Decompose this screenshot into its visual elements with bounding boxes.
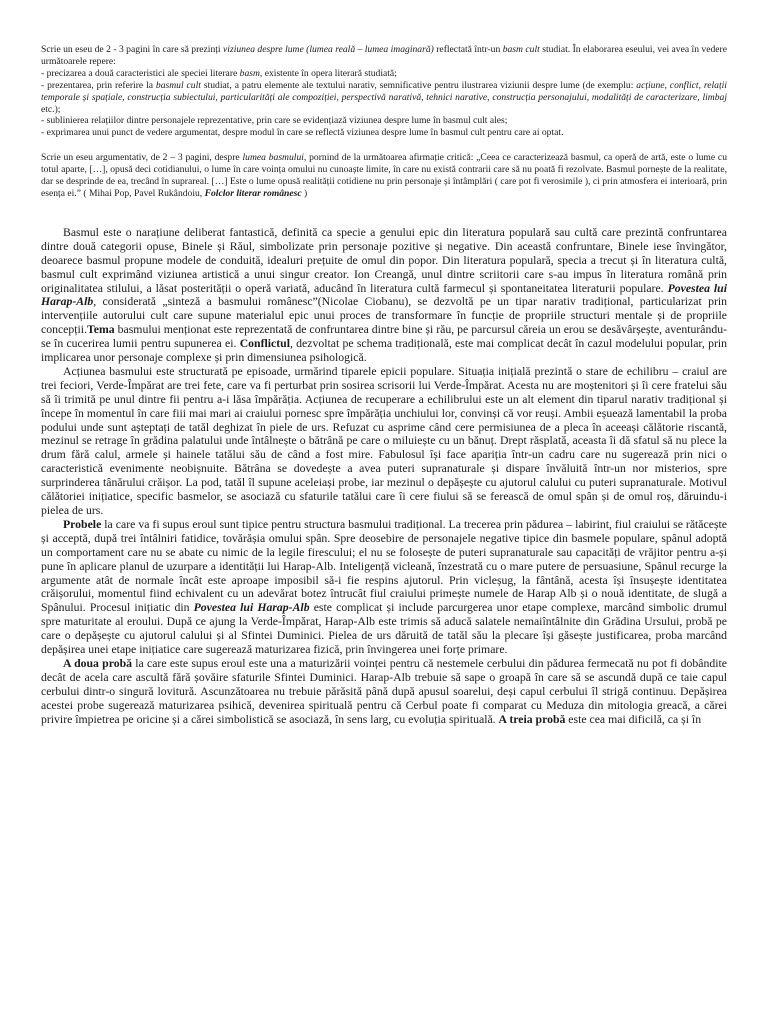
task-1-intro-text: studiat. În elaborarea eseului, vei avea în vedere următoarele repere: [41,44,727,67]
requirement-text: studiat, a patru elemente ale textului narativ, semnificative pentru ilustrarea viziunii despre lume (de exemplu: [200,79,637,91]
essay-paragraph-1 [41,226,727,365]
task-2-quote: , pornind de la următoarea afirmație critică: „Ceea ce caracterizează basmul, ca operă de artă, este o lume cu totul aparte, […], opusă deci cotidianului, o lume în care voința omului nu cunoaște limite, în care nu există contrarii care să nu poată fi rezolvate. Basmul pornește de la realitate, dar se desprinde de ea, trecând în suprareal. […] Este o lume opusă realității cotidiene nu prin personaje și întâmplări ( care pot fi verosimile ), ci prin atmosfera ei interioară, prin esența ei.” ( Mihai Pop, Pavel Rukândoiu, [41,152,727,199]
requirement-text: etc.); [41,103,61,115]
quote-source-title: Folclor literar românesc [204,187,302,199]
task-2-statement [41,152,727,200]
essay-paragraph-4 [41,657,727,727]
keyword-a-treia-proba: A treia probă [498,712,566,726]
requirement-text: existente în opera literară studiată; [262,67,397,79]
task-1-requirement [41,68,727,80]
requirement-emphasis: basmul cult [155,79,201,91]
task-1-intro-emphasis: viziunea despre lume (lumea reală – lumea imaginară) [223,44,434,55]
paragraph-text: la care este supus eroul este una a maturizării voinței pentru că nestemele cerbului din pădurea fermecată nu pot fi dobândite decât de acela care ascultă fără șovăire sfaturile Sfintei Duminici. Harap-Alb trebuie să sape o groapă în care să se ascundă după ce taie capul cerbului dintr-o singură lovitură. Ascunzătoarea nu trebuie părăsită până după apusul soarelui, deși capul cerbului îl strigă continuu. Depășirea acestei probe sugerează maturizarea psihică, devenirea spirituală pentru că Cerbul poate fi comparat cu Meduza din mitologia greacă, a cărei privire împietrea pe oricine și a cărei simbolistică se asociază, în sens larg, cu evoluția spirituală. [41,656,727,726]
task-1-intro [41,44,727,68]
task-1-requirement: - sublinierea relațiilor dintre personajele reprezentative, prin care se evidențiază viziunea despre lume în basmul cult ales; [41,115,508,127]
requirement-emphasis: basm, [239,67,263,79]
spacer [41,139,727,152]
paragraph-text: basmului menționat este reprezentată de confruntarea dintre bine și rău, pe parcursul căreia un erou se desăvârșește, aventurându-se în cucerirea lumii pentru supunerea ei. [41,323,727,351]
exam-task-1 [41,44,727,139]
work-title: Povestea lui Harap-Alb [193,601,310,615]
task-1-requirement [41,80,727,116]
task-1-intro-text: reflectată într-un [433,44,503,55]
task-2-text: ) [301,187,308,199]
paragraph-text: este complicat și include parcurgerea unor etape complexe, marcând simbolic drumul spre maturitate al eroului. După ce ajung la Verde-Împărat, Harap-Alb este trimis să aducă salatele nemaiîntâlnite din Grădina Ursului, probă pe care o depășește cu ajutorul calului și al Sfintei Duminici. Pielea de urs dăruită de tatăl său la plecare își găsește justificarea, proba marcând depășirea unei etape inițiatice care sugerează maturizarea fizică, prin învingerea unei forțe primare. [41,601,728,657]
paragraph-text: , dezvoltat pe schema tradițională, este mai complicat decât în cazul modelului popular, prin implicarea unor personaje complexe și prin dimensiunea psihologică. [41,337,727,365]
exam-task-2 [41,152,727,200]
requirement-emphasis: acțiune, conflict, relații temporale și spațiale, construcția subiectului, particularități ale compoziției, perspectivă narativă, tehnici narative, construcția personajului, modalități de caracterizare, limbaj [41,79,727,103]
requirement-text: - precizarea a două caracteristici ale speciei literare [41,67,240,79]
paragraph-text: , considerată „sinteză a basmului românesc”(Nicolae Ciobanu), se dezvoltă pe un tipar narativ tradițional, particularizat prin intervențiile autorului cult care supune materialul epic unui proces de transformare în funcție de propriile structuri mentale și de propriile concepții. [41,295,727,337]
work-title: Povestea lui Harap-Alb [41,281,727,309]
essay-paragraph-2: Acțiunea basmului este structurată pe episoade, urmărind tiparele epicii populare. Situația inițială prezintă o stare de echilibru – craiul are trei feciori, Verde-Împărat are trei fete, care va fi perturbat prin sosirea scrisorii lui Verde-Împărat. Acesta nu are moștenitori și îi cere fratelui său să îi trimită pe unul dintre fii pentru a-i lăsa împărăția. Acțiunea de recuperare a echilibrului este un alt element din tiparul narativ tradițional și începe în momentul în care fiii mai mari ai craiului pornesc spre împărăția unchiului lor, convinși că vor reuși. Ambii eșuează lamentabil la proba podului unde sunt așteptați de tatăl deghizat în piele de urs. Refuzat cu asprime când cere permisiunea de a pleca în aceeași călătorie riscantă, mezinul se retrage în grădina palatului unde întâlnește o bătrână pe care o miluiește cu un bănuț. Drept răsplată, aceasta îi dă sfatul să nu plece la drum fără calul, armele și hainele tatălui său de când a fost mire. Fabulosul își face apariția într-un cadru care nu sugerează prin nici o caracteristică evenimente neobișnuite. Bătrâna se dovedește a avea puteri supranaturale și dispare învăluită într-un nor misterios, spre surprinderea tânărului crăișor. La pod, tatăl îl supune aceleiași probe, iar mezinul o depășește cu ajutorul calului cu puteri supranaturale. Motivul călătoriei inițiatice, specific basmelor, se asociază cu sfaturile tatălui care îi cere fiului să se ferească de omul spân și de omul roș, dăruindu-i pielea de urs. [41,364,727,517]
paragraph-text: este cea mai dificilă, ca și în [565,712,702,726]
task-1-intro-emphasis: basm cult [502,44,540,55]
requirement-text: - prezentarea, prin referire la [41,79,156,91]
paragraph-text: Basmul este o narațiune deliberat fantastică, definită ca specie a genului epic din literatura populară sau cultă care prezintă confruntarea dintre două categorii opuse, Binele și Răul, simbolizate prin personaje pozitive și negative. Din această confruntare, Binele iese învingător, deoarece basmul propune modele de conduită, idealuri prețuite de omul din popor. Din literatura populară, specia a trecut și în literatura cultă, basmul cult exprimând viziunea artistică a unui singur creator. Ion Creangă, unul dintre scriitorii care s-au impus în literatura română prin originalitatea stilului, a lăsat posterității o operă variată, aducând în literatura cultă farmecul și spontaneitatea literaturii populare. [41,225,727,295]
document-page [41,44,727,727]
keyword-probele: Probele [63,517,102,531]
task-1-requirement: - exprimarea unui punct de vedere argumentat, despre modul în care se reflectă viziunea despre lume în basmul cult pentru care ai optat. [41,127,564,139]
task-1-intro-text: Scrie un eseu de 2 - 3 pagini în care să prezinți [41,44,224,55]
paragraph-text: la care va fi supus eroul sunt tipice pentru structura basmului tradițional. La trecerea prin pădurea – labirint, fiul craiului se rătăcește și acceptă, după trei întâlniri fatidice, tovărășia omului spân. Spre deosebire de personajele negative tipice din basmele populare, spânul adoptă un comportament care nu se abate cu nimic de la legile firescului; el nu se folosește de puteri supranaturale sau capacități de vrăjitor pentru a-și pune în aplicare planul de uzurpare a identității lui Harap-Alb. Inteligență vicleană, înzestrată cu o mare putere de persuasiune, Spânul recurge la argumente atât de normale încât este aproape imposibil să-i fie respins ajutorul. Prin vicleșug, la fântână, acesta își însușește identitatea crăișorului, momentul fiind echivalent cu un adevărat botez întrucât fiul craiului primește numele de Harap Alb și o nouă identitate, de slugă a Spânului. Procesul inițiatic din [41,517,727,615]
essay-body [41,226,727,727]
task-2-emphasis: lumea basmului [242,152,304,164]
task-2-text: Scrie un eseu argumentativ, de 2 – 3 pagini, despre [41,152,243,164]
keyword-tema: Tema [87,323,115,337]
keyword-conflictul: Conflictul [239,337,290,351]
keyword-a-doua-proba: A doua probă [63,656,132,670]
essay-paragraph-3 [41,518,727,657]
